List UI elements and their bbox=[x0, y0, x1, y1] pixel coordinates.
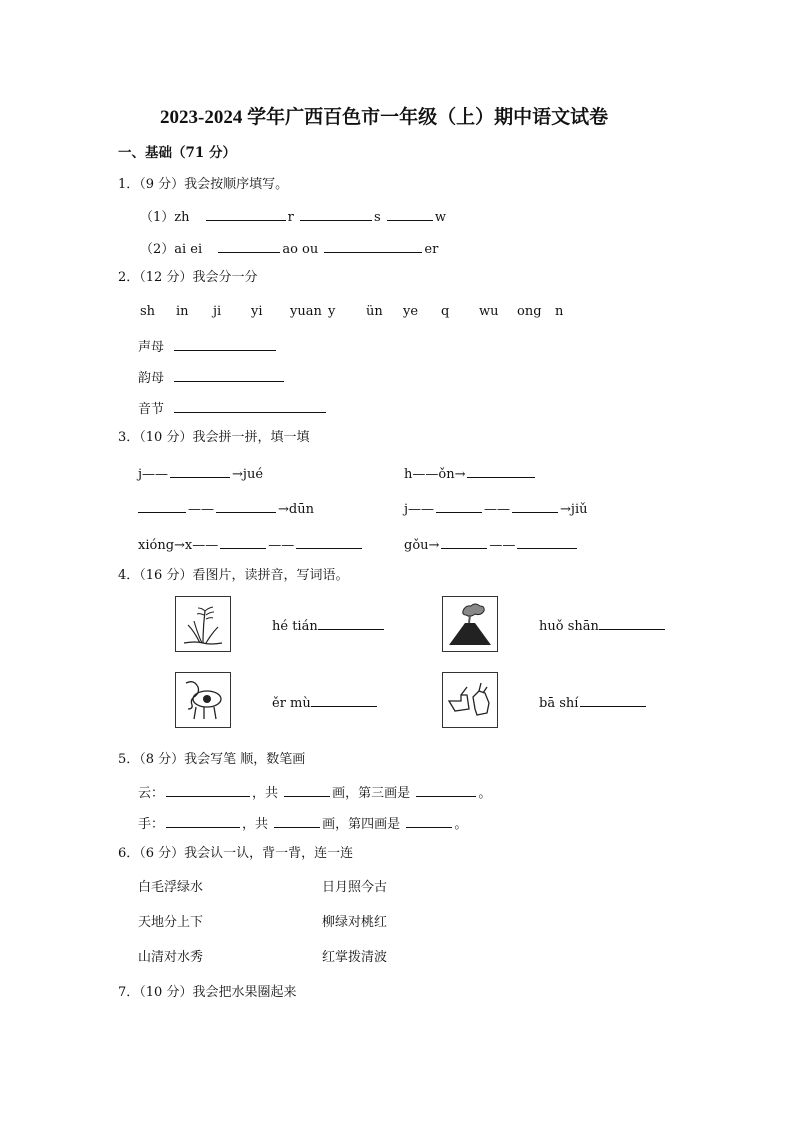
q3-text: —— bbox=[188, 502, 214, 517]
q3-text: j—— bbox=[138, 467, 169, 482]
q5-text: 。 bbox=[478, 786, 492, 801]
answer-blank[interactable] bbox=[220, 536, 266, 549]
q5-text: 画，第四画是 bbox=[322, 817, 401, 832]
q2-item: q bbox=[441, 304, 450, 319]
answer-blank[interactable] bbox=[300, 208, 372, 221]
q1-l1-c: s bbox=[374, 210, 381, 225]
q3-text: xióng→x—— bbox=[138, 538, 219, 553]
q6-right-item: 柳绿对桃红 bbox=[322, 915, 388, 930]
answer-blank[interactable] bbox=[441, 536, 487, 549]
q3-text: —— bbox=[268, 538, 295, 553]
q5-text: ，共 bbox=[242, 817, 269, 832]
q6-right-item: 红掌拨清波 bbox=[322, 950, 388, 965]
q2-item: in bbox=[176, 304, 189, 319]
q3-row1-left bbox=[138, 465, 263, 483]
q4-pinyin-3 bbox=[272, 694, 379, 712]
q2-yunmu-label: 韵母 bbox=[138, 371, 165, 386]
answer-blank[interactable] bbox=[138, 500, 186, 513]
q1-l1-b: r bbox=[287, 210, 294, 225]
q2-item: n bbox=[555, 304, 564, 319]
answer-blank[interactable] bbox=[517, 536, 577, 549]
answer-blank[interactable] bbox=[387, 208, 433, 221]
q1-l1-a: （1）zh bbox=[140, 210, 190, 225]
q3-row3-right bbox=[404, 536, 579, 554]
answer-blank[interactable] bbox=[324, 240, 422, 253]
answer-blank[interactable] bbox=[284, 784, 330, 797]
rice-plant-icon bbox=[175, 596, 231, 652]
q3-text: →dūn bbox=[278, 502, 314, 517]
answer-blank[interactable] bbox=[216, 500, 276, 513]
q3-text: —— bbox=[484, 502, 511, 517]
q4-pinyin-2 bbox=[539, 617, 667, 635]
answer-blank[interactable] bbox=[436, 500, 482, 513]
q5-line-1 bbox=[138, 784, 491, 802]
section-heading: 一、基础（71 分） bbox=[118, 145, 236, 161]
answer-blank[interactable] bbox=[206, 208, 286, 221]
q2-shengmu-row bbox=[138, 338, 278, 356]
q2-item: yuan bbox=[290, 304, 322, 319]
answer-blank[interactable] bbox=[467, 465, 535, 478]
answer-blank[interactable] bbox=[416, 784, 476, 797]
answer-blank[interactable] bbox=[296, 536, 362, 549]
q3-text: —— bbox=[489, 538, 516, 553]
q5-text: 云： bbox=[138, 786, 165, 801]
q4-pinyin-text: ěr mù bbox=[272, 696, 311, 711]
q3-row3-left bbox=[138, 536, 364, 554]
q6-left-item: 天地分上下 bbox=[138, 915, 204, 930]
q3-row1-right bbox=[404, 465, 537, 483]
q3-text: →jiǔ bbox=[560, 502, 588, 517]
q5-text: 画，第三画是 bbox=[332, 786, 411, 801]
q1-l1-d: w bbox=[434, 210, 446, 225]
q6-left-item: 白毛浮绿水 bbox=[138, 880, 204, 895]
q1-line-1 bbox=[140, 208, 446, 226]
q4-pinyin-text: huǒ shān bbox=[539, 619, 599, 634]
q4-pinyin-text: bā shí bbox=[539, 696, 579, 711]
question-7-heading: 7．（10 分）我会把水果圈起来 bbox=[118, 985, 297, 1000]
q3-text: gǒu→ bbox=[404, 538, 440, 553]
q2-yinjie-row bbox=[138, 400, 328, 418]
answer-blank[interactable] bbox=[174, 369, 284, 382]
q2-item: ong bbox=[517, 304, 542, 319]
q1-line-2 bbox=[140, 240, 438, 258]
q2-item: y bbox=[328, 304, 336, 319]
q1-l2-a: （2）ai ei bbox=[140, 242, 203, 257]
q4-pinyin-text: hé tián bbox=[272, 619, 318, 634]
q5-text: 。 bbox=[454, 817, 468, 832]
question-2-heading: 2．（12 分）我会分一分 bbox=[118, 270, 258, 285]
q2-item: yi bbox=[251, 304, 263, 319]
q1-l2-b: ao ou bbox=[282, 242, 319, 257]
q5-text: 手： bbox=[138, 817, 165, 832]
q2-shengmu-label: 声母 bbox=[138, 340, 165, 355]
q2-item: sh bbox=[140, 304, 156, 319]
answer-blank[interactable] bbox=[580, 694, 646, 707]
q2-item: ji bbox=[213, 304, 222, 319]
question-6-heading: 6．（6 分）我会认一认，背一背，连一连 bbox=[118, 846, 354, 861]
answer-blank[interactable] bbox=[311, 694, 377, 707]
question-1-heading: 1．（9 分）我会按顺序填写。 bbox=[118, 177, 289, 192]
q2-item: wu bbox=[479, 304, 499, 319]
q2-yinjie-label: 音节 bbox=[138, 402, 165, 417]
answer-blank[interactable] bbox=[599, 617, 665, 630]
question-3-heading: 3．（10 分）我会拼一拼，填一填 bbox=[118, 430, 310, 445]
question-5-heading: 5．（8 分）我会写笔 顺，数笔画 bbox=[118, 752, 306, 767]
answer-blank[interactable] bbox=[406, 815, 452, 828]
answer-blank[interactable] bbox=[274, 815, 320, 828]
answer-blank[interactable] bbox=[512, 500, 558, 513]
q5-text: ，共 bbox=[252, 786, 279, 801]
answer-blank[interactable] bbox=[166, 784, 250, 797]
answer-blank[interactable] bbox=[318, 617, 384, 630]
q4-pinyin-4 bbox=[539, 694, 648, 712]
answer-blank[interactable] bbox=[218, 240, 280, 253]
volcano-icon bbox=[442, 596, 498, 652]
answer-blank[interactable] bbox=[166, 815, 240, 828]
q1-l2-c: er bbox=[424, 242, 439, 257]
answer-blank[interactable] bbox=[174, 338, 276, 351]
q3-text: h——ǒn→ bbox=[404, 467, 466, 482]
answer-blank[interactable] bbox=[174, 400, 326, 413]
question-4-heading: 4．（16 分）看图片，读拼音，写词语。 bbox=[118, 568, 349, 583]
hands-eight-ten-icon bbox=[442, 672, 498, 728]
q3-text: j—— bbox=[404, 502, 435, 517]
q2-yunmu-row bbox=[138, 369, 286, 387]
page-title: 2023-2024 学年广西百色市一年级（上）期中语文试卷 bbox=[160, 107, 609, 128]
q5-line-2 bbox=[138, 815, 467, 833]
q6-left-item: 山清对水秀 bbox=[138, 950, 204, 965]
q4-pinyin-1 bbox=[272, 617, 386, 635]
answer-blank[interactable] bbox=[170, 465, 230, 478]
q2-item: ün bbox=[366, 304, 383, 319]
q3-text: →jué bbox=[232, 467, 264, 482]
q2-item: ye bbox=[403, 304, 419, 319]
q6-right-item: 日月照今古 bbox=[322, 880, 388, 895]
ear-eye-icon bbox=[175, 672, 231, 728]
q3-row2-left bbox=[138, 500, 314, 518]
q3-row2-right bbox=[404, 500, 588, 518]
